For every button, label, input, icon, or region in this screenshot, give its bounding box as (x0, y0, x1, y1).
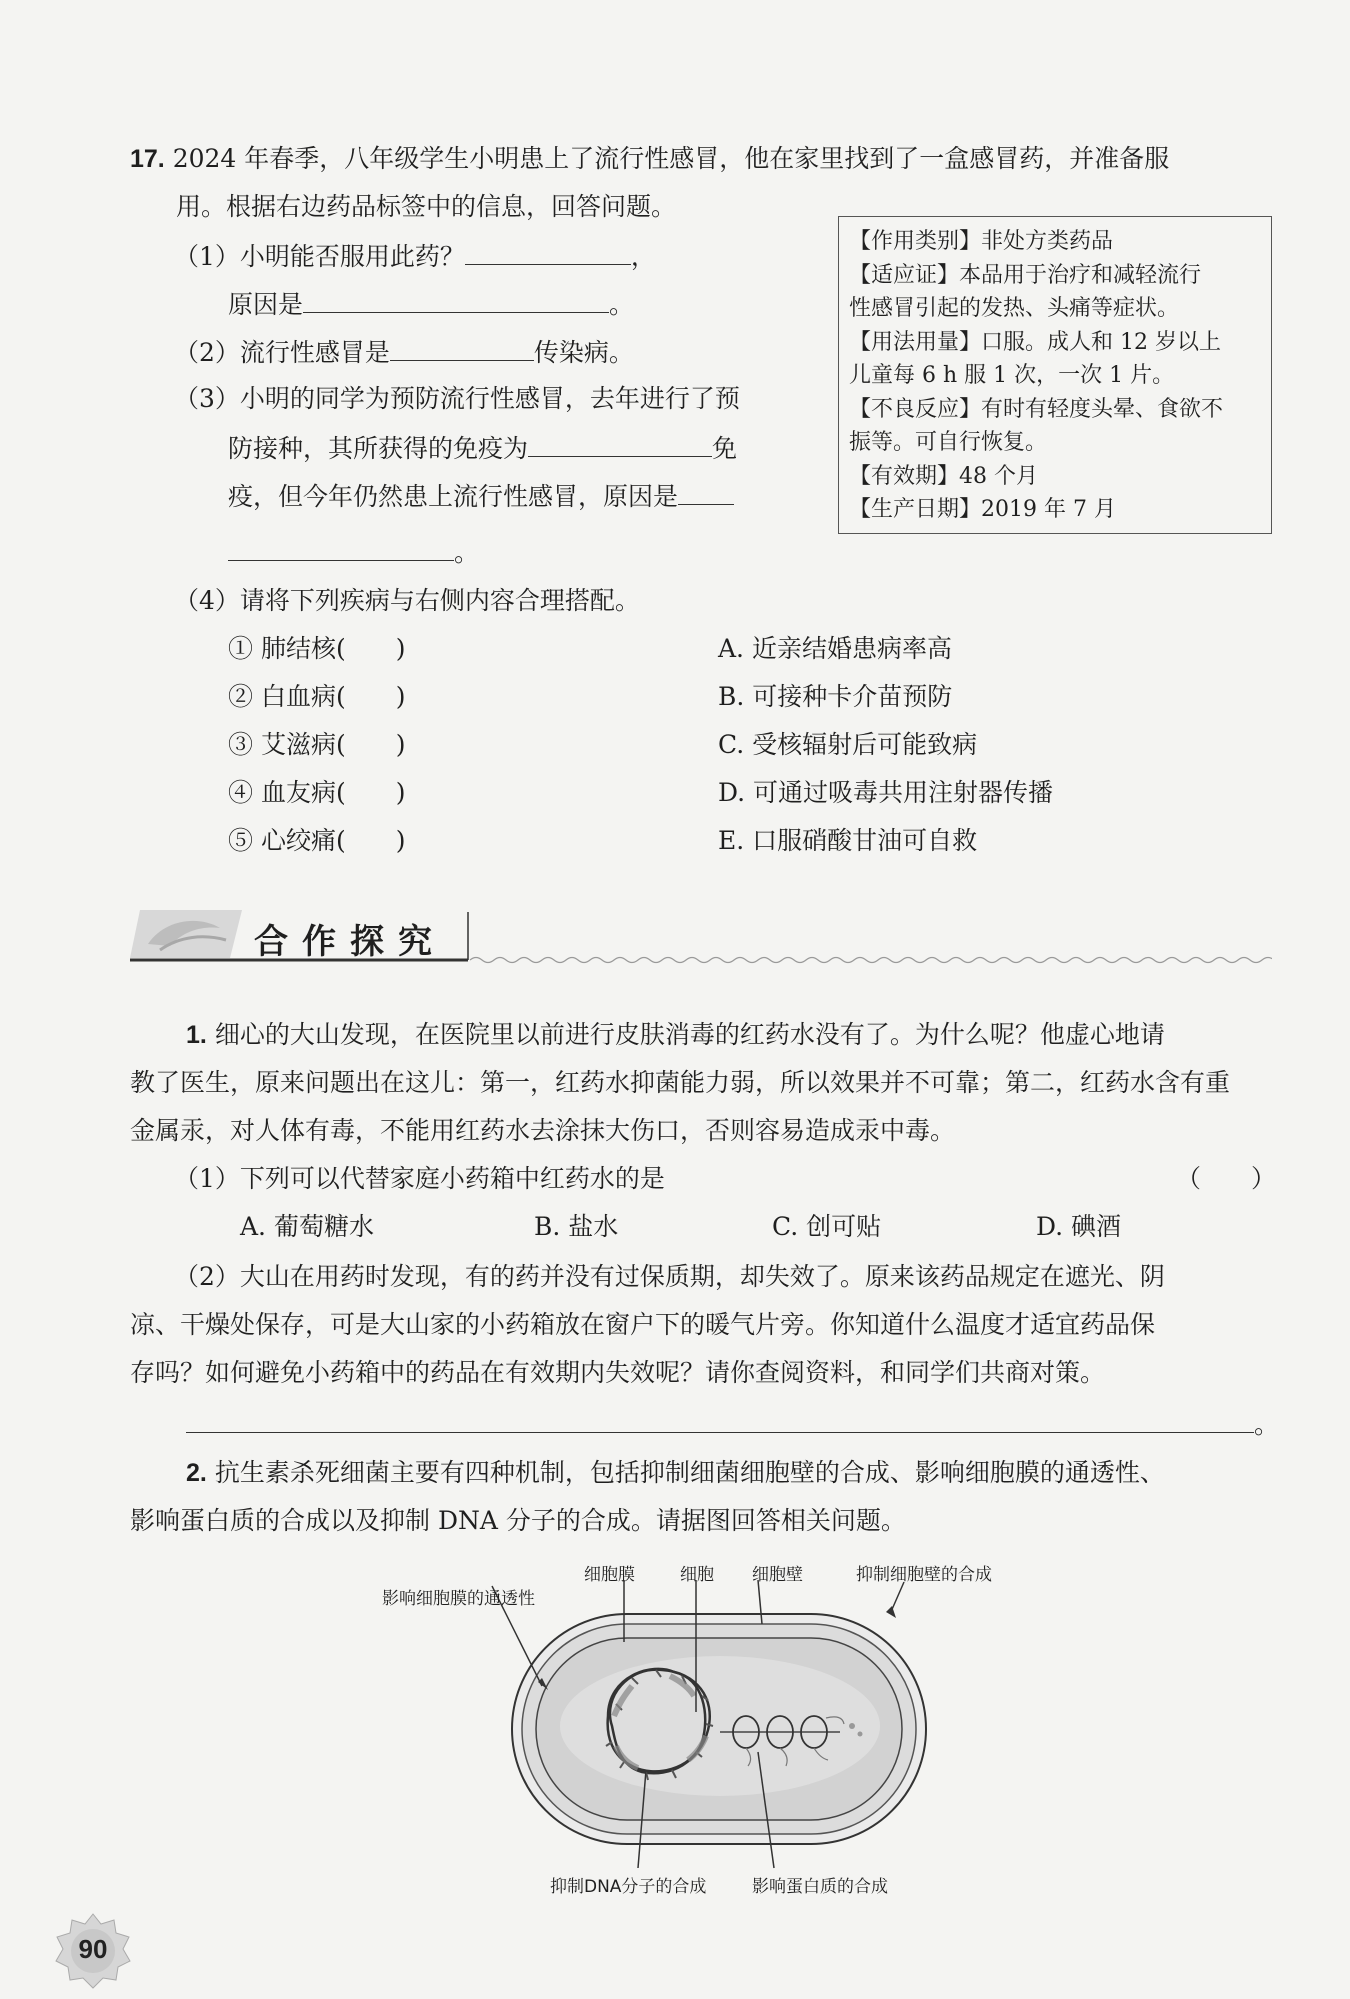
page-number-badge (54, 1912, 132, 1990)
answer-blank[interactable] (528, 432, 712, 457)
q17-line1 (130, 144, 1169, 174)
match-left-2: ② 白血病( ) (228, 682, 406, 711)
c1-sub1: （1）下列可以代替家庭小药箱中红药水的是 (174, 1164, 665, 1193)
c1-line1 (186, 1020, 1165, 1050)
c1-option-a[interactable]: A. 葡萄糖水 (240, 1212, 374, 1241)
label-cell-wall: 细胞壁 (752, 1565, 803, 1585)
page-number: 90 (78, 1934, 108, 1964)
q17-part4: （4）请将下列疾病与右侧内容合理搭配。 (174, 586, 640, 615)
label-line: 【有效期】48 个月 (849, 463, 1038, 489)
label-line: 【用法用量】口服。成人和 12 岁以上 (849, 329, 1221, 355)
c1-option-c[interactable]: C. 创可贴 (772, 1212, 882, 1241)
q17-part3-text-2: 疫，但今年仍然患上流行性感冒，原因是 (228, 482, 679, 511)
answer-blank[interactable] (678, 480, 734, 505)
q17-number: 17. (130, 145, 165, 173)
punct: 。 (609, 290, 635, 319)
answer-blank[interactable] (303, 288, 609, 313)
c1-option-d[interactable]: D. 碘酒 (1036, 1212, 1122, 1241)
c1-line2: 教了医生，原来问题出在这儿：第一，红药水抑菌能力弱，所以效果并不可靠；第二，红药水含有重 (130, 1068, 1231, 1097)
q17-part1-text: （1）小明能否服用此药？ (174, 242, 465, 271)
section-heading (130, 900, 1272, 970)
q17-part3-line2 (228, 432, 737, 464)
label-line: 性感冒引起的发热、头痛等症状。 (849, 296, 1180, 321)
match-right-c: C. 受核辐射后可能致病 (718, 730, 978, 759)
bacterium-diagram (370, 1566, 1010, 1896)
label-cell-membrane: 细胞膜 (584, 1565, 635, 1585)
c1-number: 1. (186, 1021, 207, 1049)
c2-text-1: 抗生素杀死细菌主要有四种机制，包括抑制细菌细胞壁的合成、影响细胞膜的通透性、 (214, 1458, 1165, 1487)
c1-sub2-line3: 存吗？如何避免小药箱中的药品在有效期内失效呢？请你查阅资料，和同学们共商对策。 (130, 1358, 1106, 1387)
label-line: 【生产日期】2019 年 7 月 (849, 497, 1116, 522)
q17-part2-text: （2）流行性感冒是 (174, 338, 390, 367)
punct: 免 (712, 434, 738, 463)
label-line: 【适应证】本品用于治疗和减轻流行 (849, 262, 1202, 288)
label-line: 儿童每 6 h 服 1 次，一次 1 片。 (849, 363, 1175, 388)
label-inhibit-dna-synthesis: 抑制DNA分子的合成 (550, 1877, 707, 1897)
punct: 。 (1254, 1410, 1280, 1439)
bacterium-figure (370, 1566, 1010, 1896)
match-right-e: E. 口服硝酸甘油可自救 (718, 826, 978, 855)
q17-stem-1: 2024 年春季，八年级学生小明患上了流行性感冒，他在家里找到了一盒感冒药，并准备服 (172, 144, 1170, 173)
q17-part2-end: 传染病。 (533, 338, 634, 367)
q17-part1-line1 (174, 240, 656, 272)
c1-sub2-line2: 凉、干燥处保存，可是大山家的小药箱放在窗户下的暖气片旁。你知道什么温度才适宜药品保 (130, 1310, 1156, 1339)
match-right-a: A. 近亲结婚患病率高 (718, 634, 952, 663)
q17-part2 (174, 336, 634, 368)
c2-line2: 影响蛋白质的合成以及抑制 DNA 分子的合成。请据图回答相关问题。 (130, 1506, 906, 1535)
label-membrane-permeability: 影响细胞膜的通透性 (382, 1589, 535, 1609)
c1-line3: 金属汞，对人体有毒，不能用红药水去涂抹大伤口，否则容易造成汞中毒。 (130, 1116, 956, 1145)
answer-blank[interactable] (465, 240, 631, 265)
q17-part3-text: 防接种，其所获得的免疫为 (228, 434, 529, 463)
c1-sub2-line1: （2）大山在用药时发现，有的药并没有过保质期，却失效了。原来该药品规定在遮光、阴 (174, 1262, 1165, 1291)
q17-part3-line1: （3）小明的同学为预防流行性感冒，去年进行了预 (174, 384, 740, 413)
drug-label-box (838, 216, 1272, 534)
c1-sub1-paren[interactable]: （ ） (1176, 1164, 1277, 1193)
q17-part3-line3 (228, 480, 734, 512)
q17-part3-line4 (228, 536, 479, 568)
label-cell: 细胞 (680, 1565, 714, 1585)
answer-blank[interactable] (390, 336, 534, 361)
q17-part1-line2 (228, 288, 634, 320)
label-line: 【不良反应】有时有轻度头晕、食欲不 (849, 396, 1224, 422)
match-right-d: D. 可通过吸毒共用注射器传播 (718, 778, 1054, 807)
punct: ， (630, 242, 656, 271)
match-right-b: B. 可接种卡介苗预防 (718, 682, 953, 711)
match-left-5: ⑤ 心绞痛( ) (228, 826, 406, 855)
q17-reason-label: 原因是 (228, 290, 304, 319)
c1-answer-line (186, 1408, 1279, 1440)
punct: 。 (454, 538, 480, 567)
c1-option-b[interactable]: B. 盐水 (534, 1212, 619, 1241)
c2-line1 (186, 1458, 1165, 1488)
match-left-4: ④ 血友病( ) (228, 778, 406, 807)
q17-stem-2: 用。根据右边药品标签中的信息，回答问题。 (176, 192, 677, 221)
label-line: 振等。可自行恢复。 (849, 430, 1048, 455)
answer-blank[interactable] (228, 536, 454, 561)
c1-text-1: 细心的大山发现，在医院里以前进行皮肤消毒的红药水没有了。为什么呢？他虚心地请 (214, 1020, 1165, 1049)
c2-number: 2. (186, 1459, 207, 1487)
label-protein-synthesis: 影响蛋白质的合成 (752, 1877, 888, 1897)
section-title: 合作探究 (254, 922, 446, 962)
match-left-1: ① 肺结核( ) (228, 634, 406, 663)
match-left-3: ③ 艾滋病( ) (228, 730, 406, 759)
label-inhibit-wall-synthesis: 抑制细胞壁的合成 (856, 1565, 992, 1585)
label-line: 【作用类别】非处方类药品 (849, 229, 1114, 254)
answer-blank[interactable] (186, 1408, 1254, 1433)
